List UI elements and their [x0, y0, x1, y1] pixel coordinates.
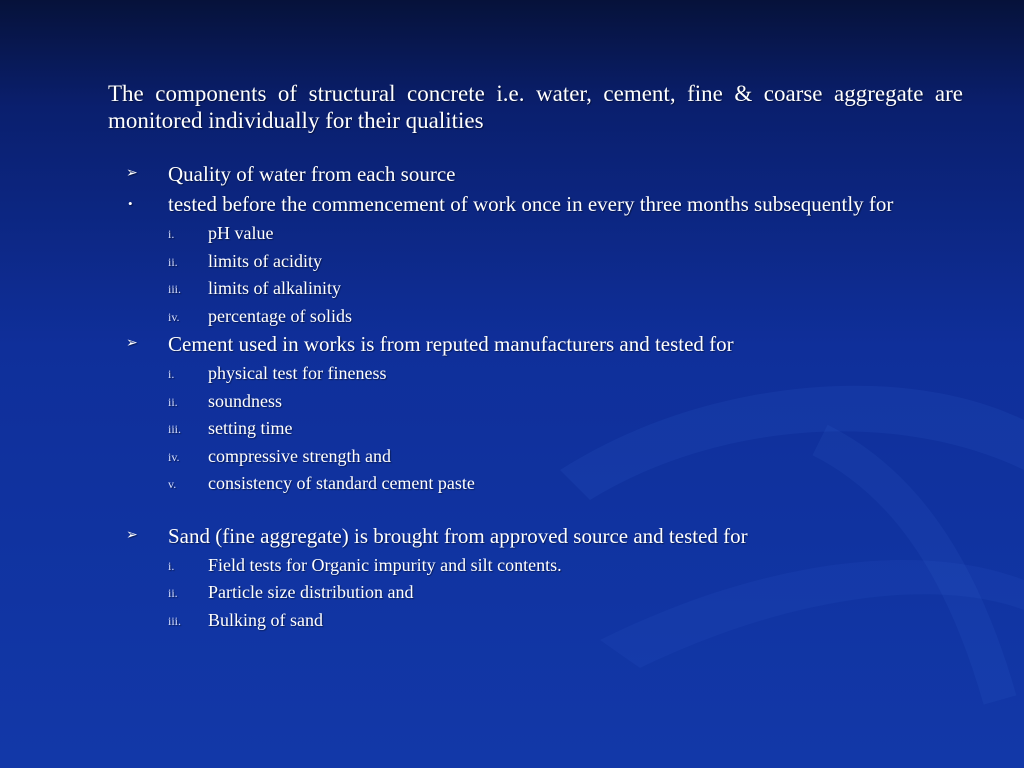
list-item: i. Field tests for Organic impurity and silt contents. — [168, 554, 562, 575]
sand-heading: ➢ Sand (fine aggregate) is brought from approved source and tested for — [126, 523, 748, 548]
list-item: ii. Particle size distribution and — [168, 582, 414, 602]
slide-content — [108, 80, 963, 636]
intro-paragraph: The components of structural concrete i.e. water, cement, fine & coarse aggregate are monitored individually for their qualities — [108, 81, 963, 133]
arrow-bullet-icon: ➢ — [126, 166, 138, 181]
arrow-bullet-icon: ➢ — [126, 336, 138, 351]
list-item: ii. soundness — [168, 390, 283, 411]
arrow-bullet-icon: ➢ — [126, 527, 138, 543]
list-item: i. physical test for fineness — [168, 363, 387, 383]
list-item: i. pH value — [168, 223, 274, 243]
water-heading: ➢ Quality of water from each source — [126, 162, 456, 186]
list-item: v. consistency of standard cement paste — [168, 473, 475, 493]
spacer — [108, 500, 963, 524]
water-note: • tested before the commencement of work once in every three months subsequently for — [128, 192, 894, 216]
list-item: ii. limits of acidity — [168, 250, 322, 271]
cement-heading: ➢ Cement used in works is from reputed manufacturers and tested for — [126, 332, 734, 356]
list-item: iv. compressive strength and — [168, 445, 391, 466]
dot-bullet-icon: • — [128, 196, 133, 211]
list-item: iii. setting time — [168, 418, 293, 438]
list-item: iii. Bulking of sand — [168, 609, 323, 630]
list-item: iii. limits of alkalinity — [168, 278, 341, 298]
list-item: iv. percentage of solids — [168, 305, 352, 326]
